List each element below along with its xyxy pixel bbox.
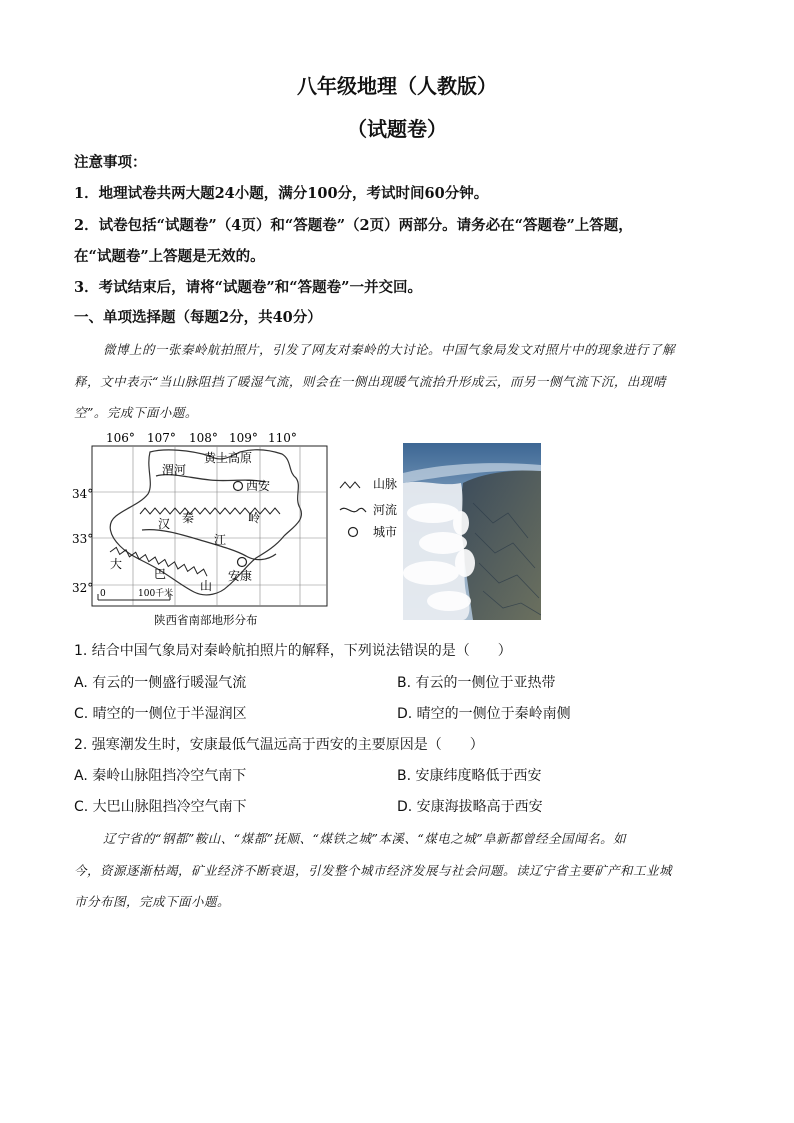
note-item-1: 1．地理试卷共两大题24小题，满分100分，考试时间60分钟。 <box>74 185 489 202</box>
lon-label-107: 107° <box>147 431 176 445</box>
page-subtitle: （试题卷） <box>347 117 447 141</box>
passage-2-line-2: 今，资源逐渐枯竭，矿业经济不断衰退，引发整个城市经济发展与社会问题。读辽宁省主要矿产和工业城 <box>74 863 673 878</box>
legend-city-label: 城市 <box>373 525 398 539</box>
lon-label-108: 108° <box>189 431 218 445</box>
label-ba: 巴 <box>154 567 167 581</box>
legend-mountain-symbol <box>340 482 360 488</box>
lon-label-106: 106° <box>106 431 135 445</box>
label-jiang: 江 <box>214 533 227 547</box>
q2-option-c[interactable]: C. 大巴山脉阻挡冷空气南下 <box>74 799 247 815</box>
q2-stem: 2. 强寒潮发生时，安康最低气温远高于西安的主要原因是（ ） <box>74 737 484 753</box>
label-ankang: 安康 <box>228 569 253 583</box>
legend-river-label: 河流 <box>373 503 398 517</box>
xian-city-marker <box>234 482 243 491</box>
passage-1-line-2: 释，文中表示“当山脉阻挡了暖湿气流，则会在一侧出现暖气流抬升形成云，而另一侧气流下沉，出现晴 <box>74 374 666 389</box>
lat-label-33: 33° <box>72 532 94 546</box>
legend-city-symbol <box>349 528 358 537</box>
legend-mountain-label: 山脉 <box>373 477 398 491</box>
scale-label: 100千米 <box>138 589 174 599</box>
q2-option-b[interactable]: B. 安康纬度略低于西安 <box>397 768 542 784</box>
q1-option-b[interactable]: B. 有云的一侧位于亚热带 <box>397 675 556 691</box>
note-item-2-cont: 在“试题卷”上答题是无效的。 <box>74 248 265 265</box>
passage-2-line-1: 辽宁省的“钢都”鞍山、“煤都”抚顺、“煤铁之城”本溪、“煤电之城”阜新都曾经全国闻名。如 <box>103 831 627 846</box>
label-ling: 岭 <box>248 511 261 525</box>
q1-option-a[interactable]: A. 有云的一侧盛行暖湿气流 <box>74 675 247 691</box>
qinling-aerial-photo <box>403 443 541 620</box>
map-caption: 陕西省南部地形分布 <box>154 613 258 627</box>
ankang-city-marker <box>238 558 247 567</box>
label-xian: 西安 <box>246 479 271 493</box>
note-item-3: 3．考试结束后，请将“试题卷”和“答题卷”一并交回。 <box>74 279 422 296</box>
label-shan: 山 <box>200 579 213 593</box>
scale-zero: 0 <box>100 589 106 599</box>
page-title: 八年级地理（人教版） <box>297 74 497 98</box>
lon-label-109: 109° <box>229 431 258 445</box>
q2-option-a[interactable]: A. 秦岭山脉阻挡冷空气南下 <box>74 768 247 784</box>
lon-label-110: 110° <box>268 431 297 445</box>
notes-heading: 注意事项： <box>74 154 147 171</box>
label-qin: 秦 <box>182 511 195 525</box>
passage-1-line-1: 微博上的一张秦岭航拍照片，引发了网友对秦岭的大讨论。中国气象局发文对照片中的现象进行了解 <box>103 342 676 357</box>
section-1-heading: 一、单项选择题（每题2分，共40分） <box>74 309 322 326</box>
lat-label-34: 34° <box>72 487 94 501</box>
q1-option-c[interactable]: C. 晴空的一侧位于半湿润区 <box>74 706 247 722</box>
passage-1-line-3: 空”。完成下面小题。 <box>74 405 198 420</box>
shaanxi-terrain-map <box>70 428 410 630</box>
q2-option-d[interactable]: D. 安康海拔略高于西安 <box>397 799 543 815</box>
q1-option-d[interactable]: D. 晴空的一侧位于秦岭南侧 <box>397 706 571 722</box>
hanjiang-river <box>142 530 276 560</box>
label-loess-plateau: 黄土高原 <box>204 451 253 465</box>
legend-river-symbol <box>340 508 366 512</box>
note-item-2: 2．试卷包括“试题卷”（4页）和“答题卷”（2页）两部分。请务必在“答题卷”上答题， <box>74 217 633 234</box>
q1-stem: 1. 结合中国气象局对秦岭航拍照片的解释，下列说法错误的是（ ） <box>74 643 512 659</box>
lat-label-32: 32° <box>72 581 94 595</box>
label-weihe: 渭河 <box>162 463 187 477</box>
label-da: 大 <box>110 557 123 571</box>
label-han: 汉 <box>158 517 171 531</box>
passage-2-line-3: 市分布图，完成下面小题。 <box>74 894 231 909</box>
